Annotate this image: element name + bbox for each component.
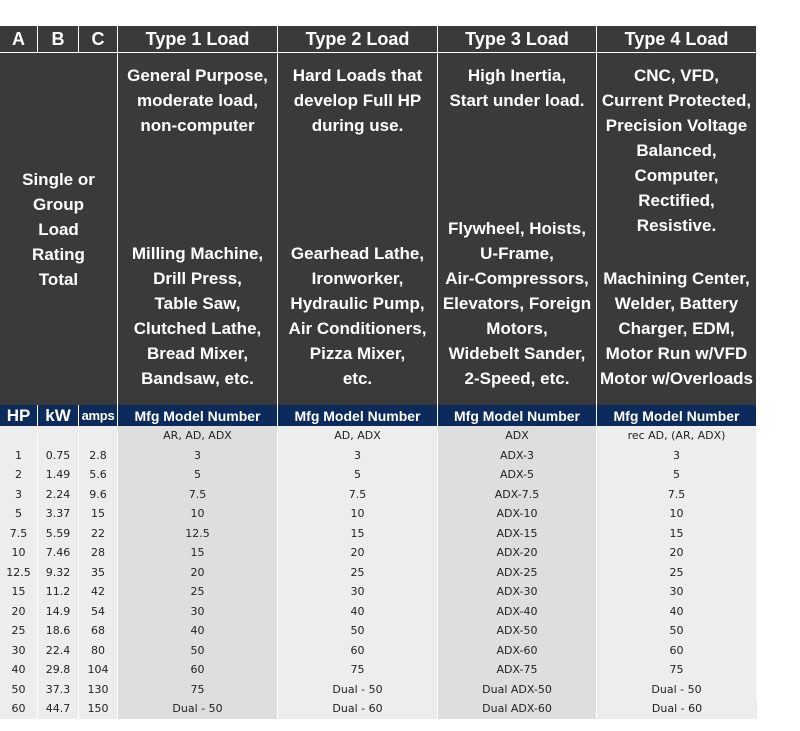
rating-value: 5.59 [38, 524, 79, 544]
model-value: 50 [278, 621, 438, 641]
rating-value: 7.5 [0, 524, 38, 544]
mfg-model-header: Mfg Model Number [278, 405, 438, 426]
unit-header: kW [38, 405, 79, 426]
rating-value: 22 [79, 524, 118, 544]
rating-value: 2 [0, 465, 38, 485]
example-line: Gearhead Lathe, [290, 244, 425, 263]
load-description-text [293, 63, 422, 138]
model-value: 12.5 [118, 524, 278, 544]
rating-value: 130 [79, 680, 118, 700]
load-rating-label-line: Total [38, 269, 79, 289]
description-line: General Purpose, [127, 66, 268, 85]
unit-header: HP [0, 405, 38, 426]
rating-value: 5 [0, 504, 38, 524]
model-value: 40 [118, 621, 278, 641]
rating-value: 150 [79, 699, 118, 719]
column-letter-c: C [79, 26, 118, 53]
column-letter-a: A [0, 26, 38, 53]
model-value: 50 [597, 621, 757, 641]
description-line: moderate load, [137, 91, 258, 110]
example-line: U-Frame, [480, 244, 554, 263]
model-value: 75 [278, 660, 438, 680]
model-value: 30 [118, 602, 278, 622]
model-value: 5 [118, 465, 278, 485]
rating-value: 80 [79, 641, 118, 661]
example-line: Drill Press, [153, 269, 242, 288]
unit-header: amps [79, 405, 118, 426]
description-line: develop Full HP [293, 91, 422, 110]
load-type-header: Type 1 Load [118, 26, 278, 53]
model-value: ADX-60 [438, 641, 597, 661]
model-value: 20 [597, 543, 757, 563]
model-value: Dual ADX-50 [438, 680, 597, 700]
model-value: 5 [597, 465, 757, 485]
model-value: 15 [118, 543, 278, 563]
rating-value: 22.4 [38, 641, 79, 661]
rating-value: 1 [0, 446, 38, 466]
description-line: Precision Voltage [605, 116, 748, 135]
description-line: Resistive. [636, 216, 717, 235]
rating-value: 2.24 [38, 485, 79, 505]
rating-value: 18.6 [38, 621, 79, 641]
model-value: 75 [118, 680, 278, 700]
model-value: ADX-15 [438, 524, 597, 544]
model-value: 7.5 [118, 485, 278, 505]
description-line: Hard Loads that [292, 66, 423, 85]
model-value: 20 [118, 563, 278, 583]
rating-value: 29.8 [38, 660, 79, 680]
load-description-text [449, 63, 584, 113]
model-value: ADX-30 [438, 582, 597, 602]
load-examples-text [600, 266, 753, 391]
rating-value: 3.37 [38, 504, 79, 524]
empty-cell [0, 426, 38, 446]
model-value: ADX-10 [438, 504, 597, 524]
model-value: 10 [118, 504, 278, 524]
rating-value: 30 [0, 641, 38, 661]
description-line: non-computer [140, 116, 255, 135]
rating-value: 60 [0, 699, 38, 719]
rating-value: 1.49 [38, 465, 79, 485]
model-value: Dual ADX-60 [438, 699, 597, 719]
rating-value: 54 [79, 602, 118, 622]
model-value: 5 [278, 465, 438, 485]
load-type-description [438, 53, 597, 405]
model-value: 10 [278, 504, 438, 524]
rating-value: 5.6 [79, 465, 118, 485]
model-value: ADX-40 [438, 602, 597, 622]
model-series: ADX [438, 426, 597, 446]
model-value: Dual - 50 [597, 680, 757, 700]
model-value: 40 [597, 602, 757, 622]
rating-value: 7.46 [38, 543, 79, 563]
load-rating-label-line: Load [38, 219, 79, 239]
rating-value: 0.75 [38, 446, 79, 466]
example-line: Bread Mixer, [146, 344, 249, 363]
description-line: Rectified, [638, 191, 715, 210]
description-line: Balanced, [636, 141, 717, 160]
model-series: rec AD, (AR, ADX) [597, 426, 757, 446]
rating-value: 50 [0, 680, 38, 700]
example-line: Motor Run w/VFD [605, 344, 748, 363]
rating-value: 10 [0, 543, 38, 563]
model-value: 3 [118, 446, 278, 466]
column-letter-b: B [38, 26, 79, 53]
description-line: during use. [311, 116, 404, 135]
model-value: 30 [278, 582, 438, 602]
model-value: 7.5 [597, 485, 757, 505]
model-value: 20 [278, 543, 438, 563]
rating-value: 9.32 [38, 563, 79, 583]
example-line: Hydraulic Pump, [290, 294, 425, 313]
example-line: Table Saw, [154, 294, 241, 313]
mfg-model-header: Mfg Model Number [118, 405, 278, 426]
load-type-header: Type 3 Load [438, 26, 597, 53]
example-line: Elevators, Foreign [442, 294, 592, 313]
rating-value: 2.8 [79, 446, 118, 466]
model-value: 75 [597, 660, 757, 680]
model-value: ADX-25 [438, 563, 597, 583]
example-line: etc. [342, 369, 373, 388]
example-line: Bandsaw, etc. [141, 369, 254, 388]
model-value: Dual - 60 [597, 699, 757, 719]
load-type-header: Type 2 Load [278, 26, 438, 53]
rating-value: 35 [79, 563, 118, 583]
rating-value: 44.7 [38, 699, 79, 719]
description-line: Start under load. [449, 91, 585, 110]
model-value: ADX-3 [438, 446, 597, 466]
model-value: ADX-20 [438, 543, 597, 563]
load-type-description [118, 53, 278, 405]
rating-value: 12.5 [0, 563, 38, 583]
rating-value: 9.6 [79, 485, 118, 505]
model-value: 3 [278, 446, 438, 466]
example-line: Pizza Mixer, [309, 344, 406, 363]
model-value: 15 [278, 524, 438, 544]
model-value: 25 [597, 563, 757, 583]
example-line: Air Conditioners, [288, 319, 427, 338]
description-line: Current Protected, [601, 91, 752, 110]
model-value: 25 [118, 582, 278, 602]
mfg-model-header: Mfg Model Number [597, 405, 757, 426]
rating-value: 14.9 [38, 602, 79, 622]
model-value: Dual - 50 [278, 680, 438, 700]
load-description-text [602, 63, 751, 238]
example-line: Charger, EDM, [618, 319, 735, 338]
model-value: Dual - 50 [118, 699, 278, 719]
example-line: Motor w/Overloads [599, 369, 754, 388]
load-examples-text [443, 216, 591, 391]
rating-value: 11.2 [38, 582, 79, 602]
load-rating-label-line: Group [33, 194, 84, 214]
model-value: 10 [597, 504, 757, 524]
load-rating-label-line: Rating [32, 244, 85, 264]
model-value: 15 [597, 524, 757, 544]
description-line: CNC, VFD, [634, 66, 719, 85]
model-value: 60 [278, 641, 438, 661]
description-line: High Inertia, [467, 66, 567, 85]
load-type-description [278, 53, 438, 405]
load-examples-text [132, 241, 263, 391]
model-value: 60 [118, 660, 278, 680]
example-line: Widebelt Sander, [448, 344, 586, 363]
model-series: AD, ADX [278, 426, 438, 446]
model-value: 50 [118, 641, 278, 661]
model-value: ADX-5 [438, 465, 597, 485]
empty-cell [38, 426, 79, 446]
model-value: ADX-50 [438, 621, 597, 641]
model-value: ADX-75 [438, 660, 597, 680]
load-description-text [127, 63, 268, 138]
model-value: 25 [278, 563, 438, 583]
example-line: 2-Speed, etc. [464, 369, 570, 388]
rating-value: 20 [0, 602, 38, 622]
model-value: 3 [597, 446, 757, 466]
empty-cell [79, 426, 118, 446]
rating-value: 15 [79, 504, 118, 524]
model-value: 60 [597, 641, 757, 661]
model-value: 30 [597, 582, 757, 602]
load-examples-text [289, 241, 427, 391]
example-line: Machining Center, [603, 269, 750, 288]
rating-value: 104 [79, 660, 118, 680]
example-line: Air-Compressors, [445, 269, 589, 288]
rating-value: 37.3 [38, 680, 79, 700]
rating-value: 40 [0, 660, 38, 680]
load-rating-label [0, 53, 118, 405]
model-value: 7.5 [278, 485, 438, 505]
model-series: AR, AD, ADX [118, 426, 278, 446]
example-line: Ironworker, [311, 269, 404, 288]
example-line: Milling Machine, [131, 244, 264, 263]
load-rating-table [0, 26, 757, 719]
load-type-header: Type 4 Load [597, 26, 757, 53]
load-rating-label-line: Single or [22, 169, 95, 189]
rating-value: 42 [79, 582, 118, 602]
mfg-model-header: Mfg Model Number [438, 405, 597, 426]
example-line: Motors, [486, 319, 548, 338]
model-value: ADX-7.5 [438, 485, 597, 505]
example-line: Flywheel, Hoists, [448, 219, 586, 238]
load-type-description [597, 53, 757, 405]
rating-value: 25 [0, 621, 38, 641]
rating-value: 15 [0, 582, 38, 602]
example-line: Welder, Battery [614, 294, 739, 313]
description-line: Computer, [634, 166, 719, 185]
model-value: Dual - 60 [278, 699, 438, 719]
example-line: Clutched Lathe, [133, 319, 262, 338]
rating-value: 68 [79, 621, 118, 641]
rating-value: 28 [79, 543, 118, 563]
rating-value: 3 [0, 485, 38, 505]
model-value: 40 [278, 602, 438, 622]
